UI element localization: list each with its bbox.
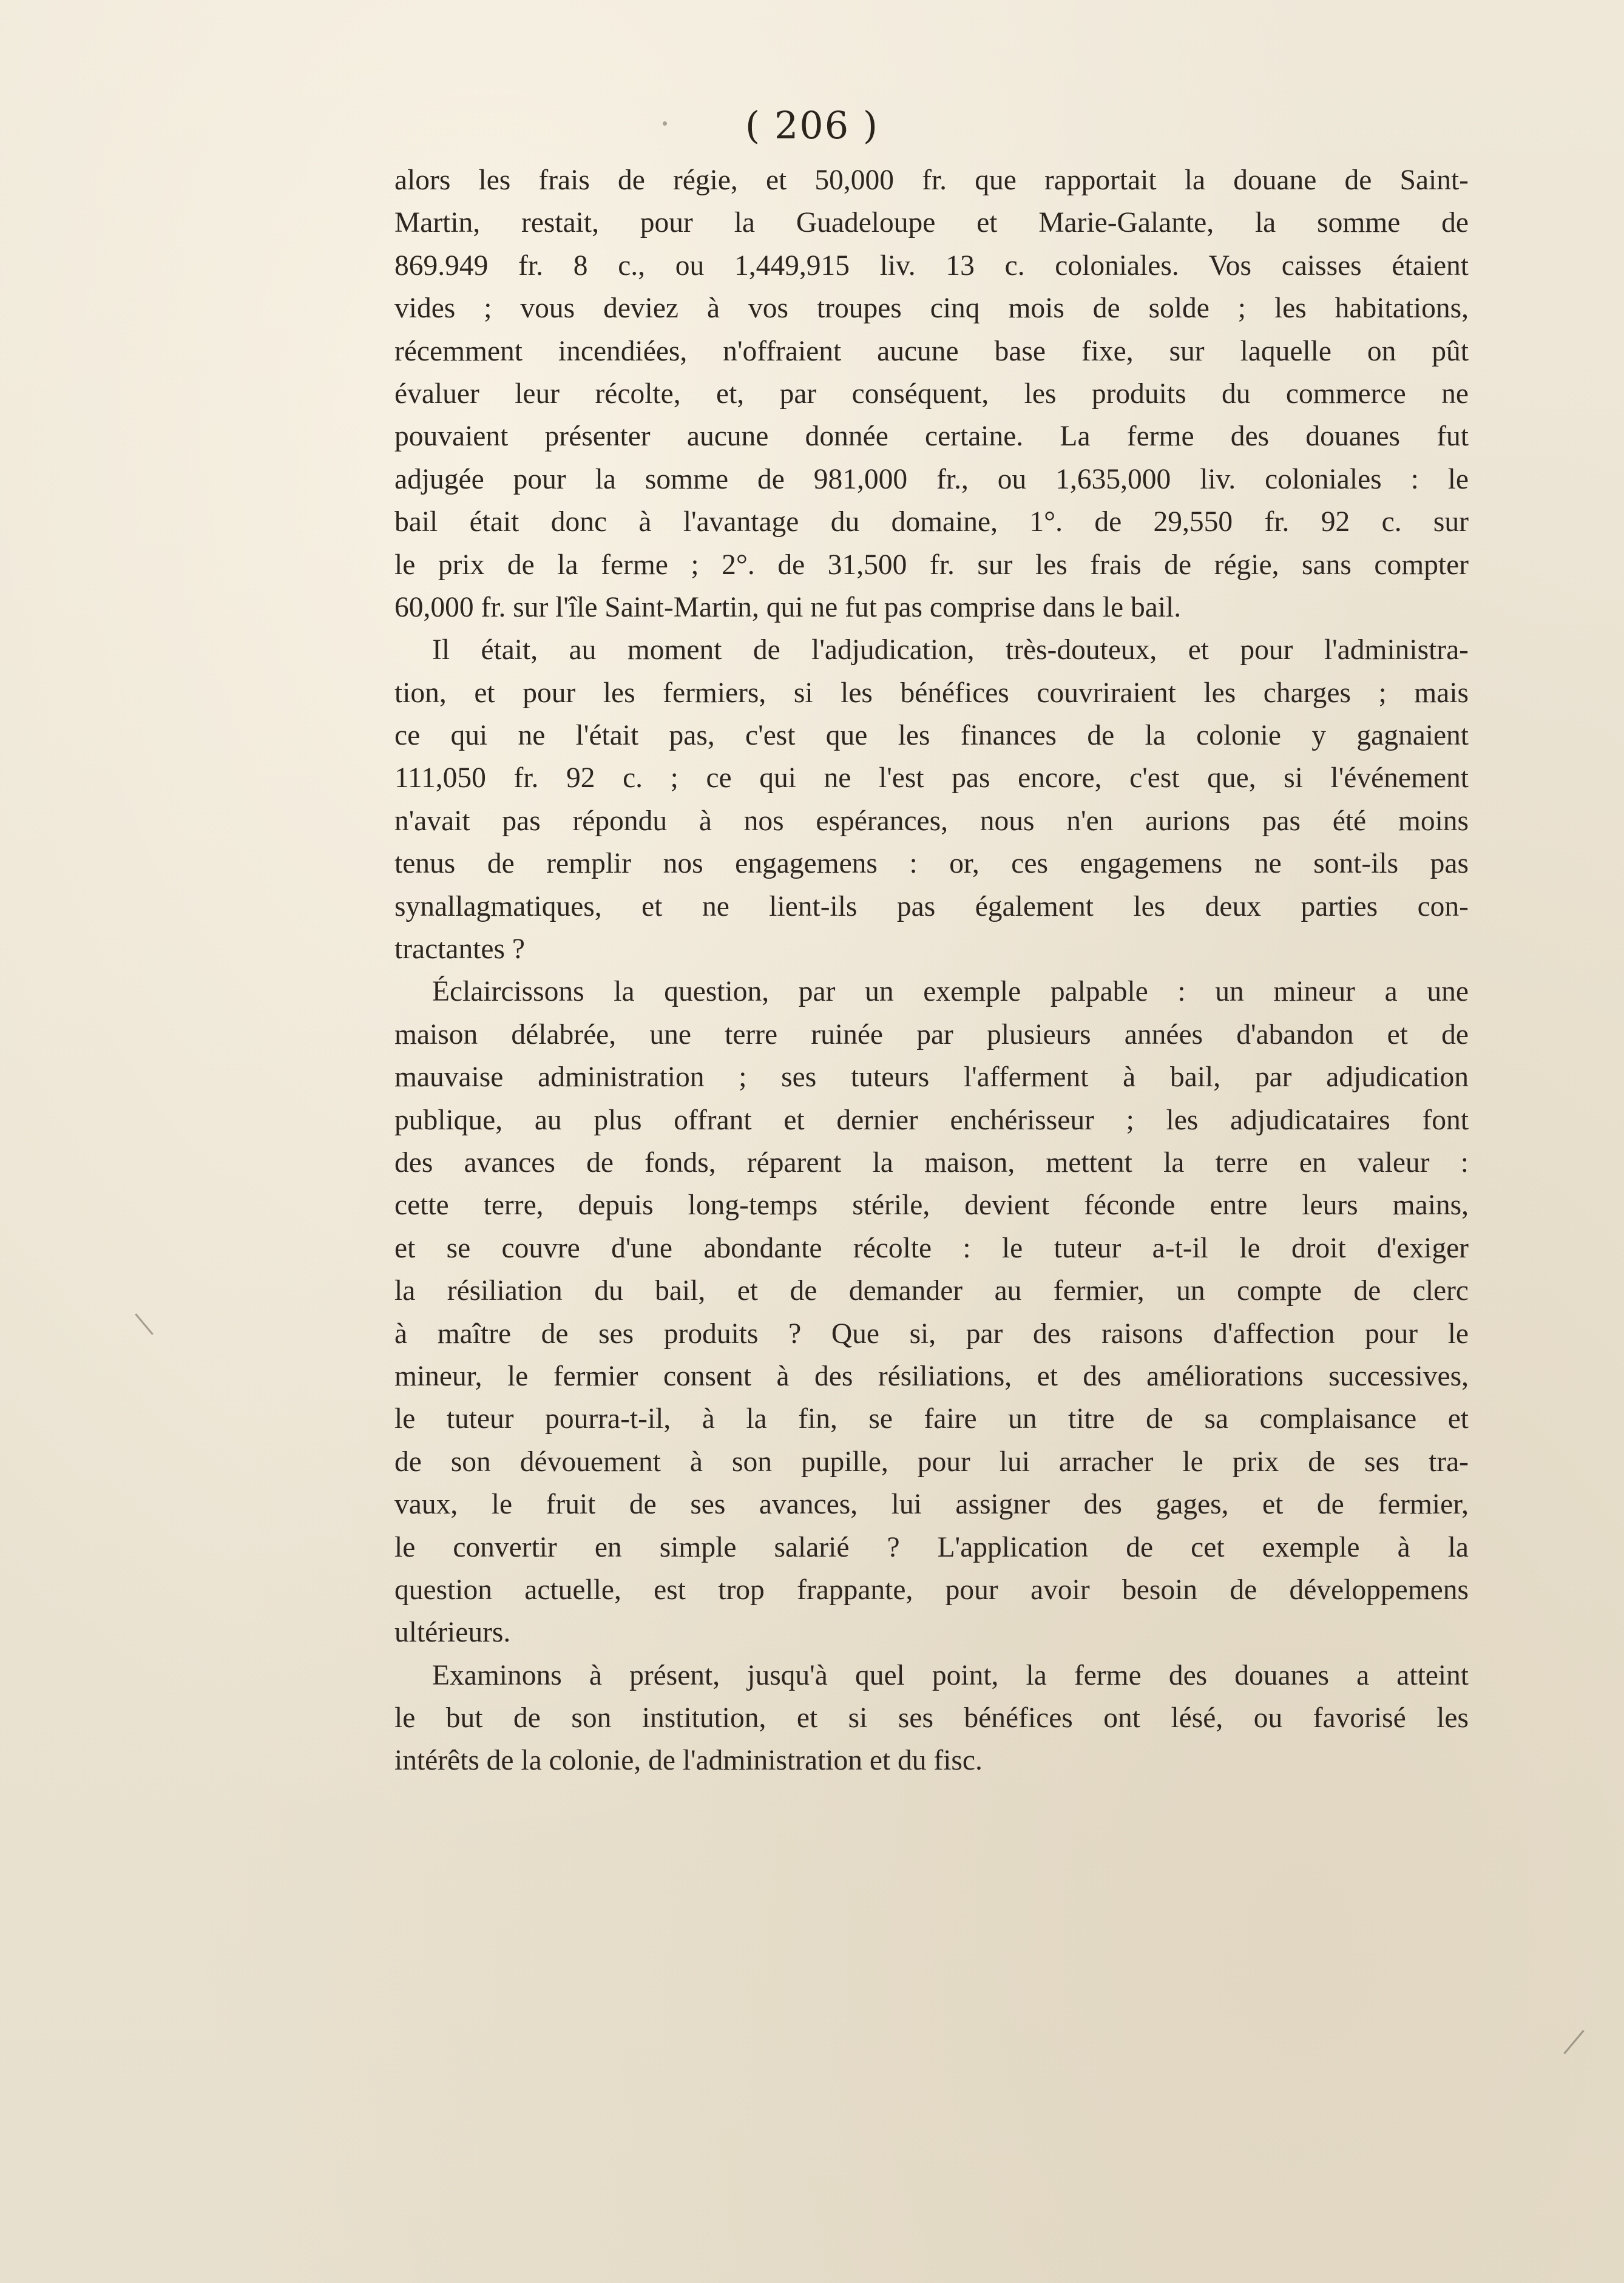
paragraph (394, 970, 1469, 1654)
text-line: adjugée pour la somme de 981,000 fr., ou 1,635,000 liv. coloniales : le (394, 463, 1469, 495)
text-line: tractantes ? (394, 933, 525, 966)
text-line: le prix de la ferme ; 2°. de 31,500 fr. sur les frais de régie, sans compter (394, 549, 1469, 581)
text-line: tion, et pour les fermiers, si les bénéfices couvriraient les charges ; mais (394, 677, 1469, 709)
text-line: cette terre, depuis long-temps stérile, devient féconde entre leurs mains, (394, 1189, 1469, 1222)
text-line: ultérieurs. (394, 1617, 511, 1649)
text-line: alors les frais de régie, et 50,000 fr. que rapportait la douane de Saint- (394, 164, 1469, 196)
text-line: le but de son institution, et si ses bénéfices ont lésé, ou favorisé les (394, 1702, 1469, 1734)
text-line: des avances de fonds, réparent la maison, mettent la terre en valeur : (394, 1146, 1469, 1179)
text-line: pouvaient présenter aucune donnée certaine. La ferme des douanes fut (394, 421, 1469, 453)
text-line: question actuelle, est trop frappante, pour avoir besoin de développemens (394, 1574, 1469, 1606)
text-line: 869.949 fr. 8 c., ou 1,449,915 liv. 13 c. coloniales. Vos caisses étaient (394, 249, 1469, 282)
text-line: maison délabrée, une terre ruinée par plusieurs années d'abandon et de (394, 1018, 1469, 1050)
text-line: ce qui ne l'était pas, c'est que les finances de la colonie y gagnaient (394, 720, 1469, 752)
body-text (394, 159, 1469, 1782)
text-line: à maître de ses produits ? Que si, par des raisons d'affection pour le (394, 1317, 1469, 1350)
text-line: évaluer leur récolte, et, par conséquent, les produits du commerce ne (394, 377, 1469, 410)
text-line: la résiliation du bail, et de demander au fermier, un compte de clerc (394, 1275, 1469, 1307)
paper-scratch (1563, 2030, 1584, 2054)
text-line: vides ; vous deviez à vos troupes cinq mois de solde ; les habitations, (394, 293, 1469, 325)
text-line: 111,050 fr. 92 c. ; ce qui ne l'est pas encore, c'est que, si l'événement (394, 762, 1469, 794)
page-number: ( 206 ) (745, 103, 879, 147)
text-line: tenus de remplir nos engagemens : or, ces engagemens ne sont-ils pas (394, 848, 1469, 880)
text-line: intérêts de la colonie, de l'administration et du fisc. (394, 1745, 983, 1777)
text-line: Martin, restait, pour la Guadeloupe et Marie-Galante, la somme de (394, 207, 1469, 239)
paragraph (394, 159, 1469, 629)
text-line: vaux, le fruit de ses avances, lui assigner des gages, et de fermier, (394, 1489, 1469, 1521)
paper-scratch (135, 1313, 154, 1335)
text-line: le convertir en simple salarié ? L'application de cet exemple à la (394, 1531, 1469, 1563)
text-line: et se couvre d'une abondante récolte : le tuteur a-t-il le droit d'exiger (394, 1232, 1469, 1264)
text-line: mineur, le fermier consent à des résiliations, et des améliorations successives, (394, 1360, 1469, 1392)
text-line: mauvaise administration ; ses tuteurs l'afferment à bail, par adjudication (394, 1061, 1469, 1094)
text-line: 60,000 fr. sur l'île Saint-Martin, qui ne fut pas comprise dans le bail. (394, 591, 1182, 623)
text-line: Examinons à présent, jusqu'à quel point, la ferme des douanes a atteint (432, 1659, 1469, 1691)
text-line: récemment incendiées, n'offraient aucune base fixe, sur laquelle on pût (394, 335, 1469, 367)
text-line: synallagmatiques, et ne lient-ils pas également les deux parties con- (394, 890, 1469, 922)
text-line: n'avait pas répondu à nos espérances, nous n'en aurions pas été moins (394, 805, 1469, 837)
text-line: Éclaircissons la question, par un exemple palpable : un mineur a une (432, 976, 1469, 1008)
paragraph (394, 629, 1469, 970)
text-line: bail était donc à l'avantage du domaine, 1°. de 29,550 fr. 92 c. sur (394, 506, 1469, 538)
text-line: de son dévouement à son pupille, pour lui arracher le prix de ses tra- (394, 1446, 1469, 1478)
paper-speck (663, 121, 667, 126)
text-line: Il était, au moment de l'adjudication, très-douteux, et pour l'administra- (432, 634, 1469, 666)
text-line: le tuteur pourra-t-il, à la fin, se faire un titre de sa complaisance et (394, 1403, 1469, 1435)
paragraph (394, 1654, 1469, 1782)
text-line: publique, au plus offrant et dernier enchérisseur ; les adjudicataires font (394, 1104, 1469, 1136)
